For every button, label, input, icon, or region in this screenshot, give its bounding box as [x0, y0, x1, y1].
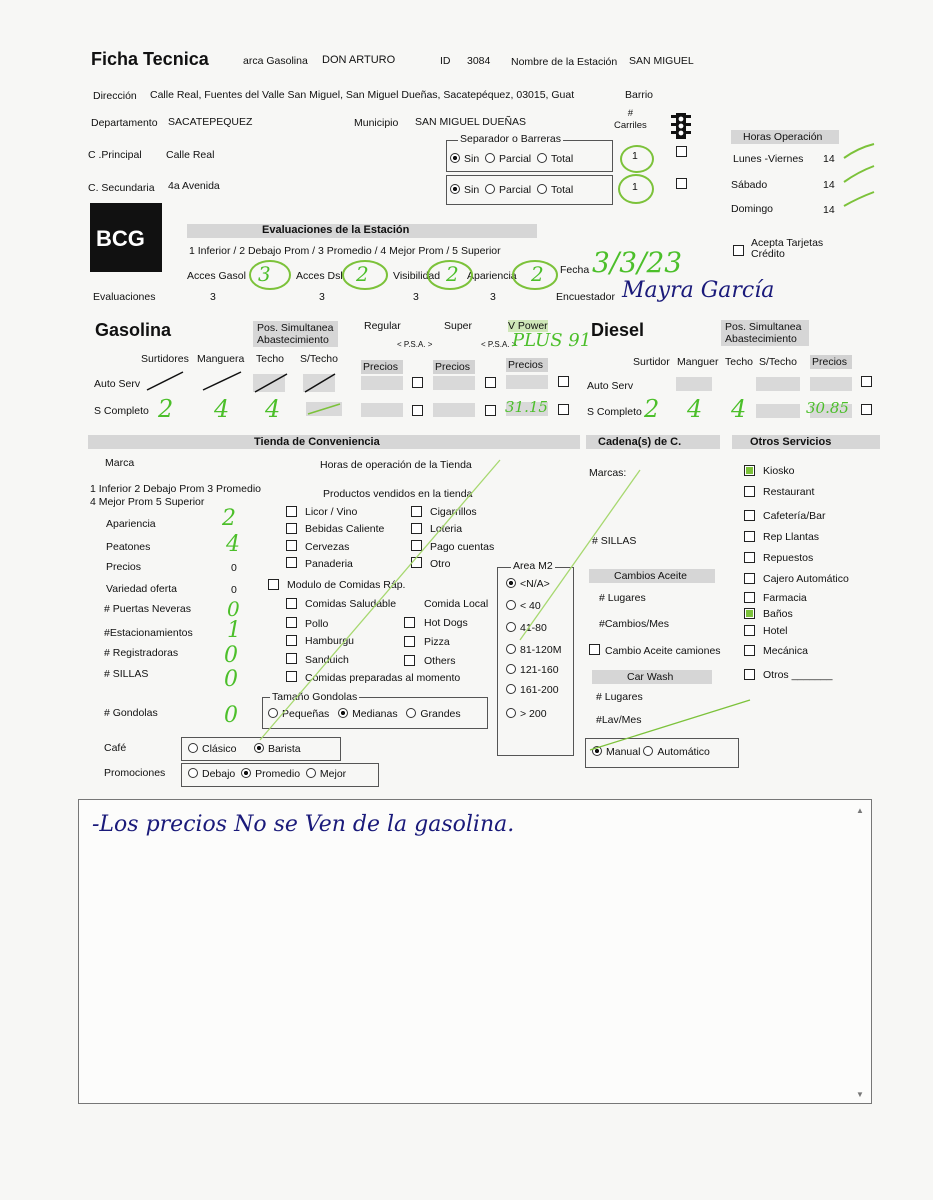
dept-value: SACATEPEQUEZ	[168, 116, 253, 128]
grandes-label: Grandes	[420, 708, 461, 720]
auto-regular-price[interactable]	[361, 376, 403, 390]
cadena-title: Cadena(s) de C.	[598, 436, 682, 448]
total-label: Total	[550, 153, 574, 165]
address-label: Dirección	[93, 90, 137, 102]
store-row-apariencia-value: 2	[222, 506, 236, 531]
acepta-tarjetas-checkbox[interactable]	[733, 245, 744, 256]
eval-visibilidad-label: Visibilidad	[393, 270, 441, 282]
area-opt-40-label: < 40	[520, 600, 541, 612]
preparadas-label: Comidas preparadas al momento	[305, 672, 461, 684]
address-value: Calle Real, Fuentes del Valle San Miguel, San Miguel Dueñas, Sacatepéquez, 03015, Guat	[150, 89, 575, 101]
radio-sin-2[interactable]	[450, 184, 460, 194]
pequenas-label: Pequeñas	[282, 708, 330, 720]
psa-label-1: < P.S.A. >	[397, 340, 433, 349]
fecha-value: 3/3/23	[592, 246, 683, 279]
cadena-sillas-label: # SILLAS	[592, 535, 637, 547]
sc-super-price[interactable]	[433, 403, 475, 417]
s-completo-label: S Completo	[94, 405, 149, 417]
dsl-col-manguer: Manguer	[677, 356, 719, 368]
parcial-label: Parcial	[499, 153, 532, 165]
dsl-sc-surtidor: 2	[644, 395, 660, 423]
tienda-title: Tienda de Conveniencia	[254, 436, 380, 448]
cambios-mes-label: #Cambios/Mes	[599, 618, 670, 630]
eval-printed-3: 3	[413, 291, 419, 303]
dsl-col-stecho: S/Techo	[759, 356, 797, 368]
store-row-registradoras-value: 0	[224, 643, 238, 668]
lav-mes-label: #Lav/Mes	[596, 714, 642, 726]
marca-label: Marca	[105, 457, 135, 469]
carriles-label: # Carriles	[614, 108, 647, 131]
food-hotdogs-label: Hot Dogs	[424, 617, 468, 629]
sc-vpower-price: 31.15	[505, 398, 548, 416]
modulo-label: Modulo de Comidas Ráp.	[287, 579, 406, 591]
mejor-label: Mejor	[319, 768, 347, 780]
tamano-label: Tamaño Gondolas	[272, 691, 358, 703]
auto-regular-check[interactable]	[412, 377, 423, 388]
csecundaria-value: 4a Avenida	[168, 180, 220, 192]
store-row-variedad-value: 0	[231, 584, 237, 596]
station-label: Nombre de la Estación	[511, 56, 618, 68]
hours-value-sunday: 14	[823, 204, 835, 216]
dsl-sc-stecho[interactable]	[756, 404, 800, 418]
comida-local-label: Comida Local	[424, 598, 489, 610]
gas-sc-manguera: 4	[214, 395, 230, 423]
eval-printed-4: 3	[490, 291, 496, 303]
carriles-check-2[interactable]	[676, 178, 687, 189]
medianas-label: Medianas	[352, 708, 398, 720]
auto-serv-label: Auto Serv	[94, 378, 141, 390]
encuestador-value: Mayra García	[622, 278, 775, 303]
store-row-peatones-label: Peatones	[106, 541, 151, 553]
eval-acces-dsl-label: Acces Dsl	[296, 270, 343, 282]
separador-radios-1[interactable]	[450, 153, 573, 165]
area-opt-161-200-label: 161-200	[520, 684, 559, 696]
fecha-label: Fecha	[560, 264, 590, 276]
radio-debajo[interactable]	[188, 768, 198, 778]
eval-printed-2: 3	[319, 291, 325, 303]
dsl-col-surtidor: Surtidor	[633, 356, 670, 368]
radio-sin-1[interactable]	[450, 153, 460, 163]
area-opt-81-120-label: 81-120M	[520, 644, 562, 656]
store-row-peatones-value: 4	[226, 532, 240, 557]
bcg-logo-text: BCG	[96, 226, 145, 251]
carwash-title: Car Wash	[627, 671, 674, 683]
area-opt-121-160-label: 121-160	[520, 664, 559, 676]
eval-apariencia-label: Apariencia	[467, 270, 517, 282]
sc-regular-check[interactable]	[412, 405, 423, 416]
otros-banos-label: Baños	[763, 608, 793, 620]
otros-cajero-label: Cajero Automático	[763, 573, 849, 585]
cambios-title: Cambios Aceite	[614, 570, 687, 582]
sin-label: Sin	[464, 153, 480, 165]
form-title: Ficha Tecnica	[91, 49, 209, 69]
eval-acces-gasol-hand: 3	[258, 262, 271, 286]
store-row-registradoras-label: # Registradoras	[104, 647, 179, 659]
dsl-precios-label: Precios	[812, 356, 848, 368]
precios-label-3: Precios	[508, 359, 544, 371]
id-label: ID	[440, 55, 451, 67]
pos-sim-label: Pos. Simultanea Abastecimiento	[257, 322, 334, 346]
store-row-precios-value: 0	[231, 562, 237, 574]
store-row-estacionamientos-label: #Estacionamientos	[104, 627, 193, 639]
hours-title: Horas Operación	[743, 131, 823, 143]
otros-cafeteria-label: Cafetería/Bar	[763, 510, 826, 522]
cambios-lugares-label: # Lugares	[599, 592, 646, 604]
auto-super-check[interactable]	[485, 377, 496, 388]
vpower-label: V Power	[508, 320, 548, 332]
dsl-auto-check[interactable]	[861, 376, 872, 387]
dsl-sc-price: 30.85	[806, 399, 849, 417]
otros-llantas-label: Rep Llantas	[763, 531, 820, 543]
eval-circles	[245, 258, 560, 293]
muni-value: SAN MIGUEL DUEÑAS	[415, 116, 527, 128]
store-row-variedad-label: Variedad oferta	[106, 583, 178, 595]
prod-cervezas-label: Cervezas	[305, 541, 350, 553]
carriles-value-1: 1	[632, 150, 638, 162]
notes-text: -Los precios No se Ven de la gasolina.	[92, 812, 515, 837]
food-saludable-label: Comidas Saludable	[305, 598, 397, 610]
prod-loteria-label: Loteria	[430, 523, 463, 535]
area-opt-na-label: <N/A>	[520, 578, 550, 590]
acepta-tarjetas-label: Acepta Tarjetas Crédito	[751, 237, 824, 260]
debajo-label: Debajo	[202, 768, 236, 780]
separador-radios-2[interactable]	[450, 184, 573, 196]
evaluations-scale: 1 Inferior / 2 Debajo Prom / 3 Promedio / 4 Mejor Prom / 5 Superior	[189, 245, 501, 257]
auto-super-price[interactable]	[433, 376, 475, 390]
dsl-sc-manguer: 4	[687, 395, 703, 423]
auto-vpower-price[interactable]	[506, 375, 548, 389]
radio-total-1[interactable]	[537, 153, 547, 163]
dsl-auto-price[interactable]	[810, 377, 852, 391]
dsl-auto-serv-label: Auto Serv	[587, 380, 634, 392]
total-label-2: Total	[550, 184, 574, 196]
prod-bebidas-label: Bebidas Caliente	[305, 523, 385, 535]
otros-hotel-label: Hotel	[763, 625, 788, 637]
barista-label: Barista	[267, 743, 301, 755]
food-others-label: Others	[424, 655, 456, 667]
store-row-puertas-value: 0	[227, 597, 240, 621]
store-row-gondolas-label: # Gondolas	[104, 707, 158, 719]
carwash-lugares-label: # Lugares	[596, 691, 643, 703]
muni-label: Municipio	[354, 117, 399, 129]
sin-label-2: Sin	[464, 184, 480, 196]
eval-acces-dsl-hand: 2	[356, 262, 369, 286]
store-scale-2: 4 Mejor Prom 5 Superior	[90, 496, 205, 508]
auto-serv-strokes	[145, 368, 345, 398]
super-label: Super	[444, 320, 473, 332]
hours-label-sunday: Domingo	[731, 203, 774, 215]
store-row-puertas-label: # Puertas Neveras	[104, 603, 191, 615]
prod-pago-label: Pago cuentas	[430, 541, 495, 553]
automatico-label: Automático	[657, 746, 710, 758]
radio-parcial-2[interactable]	[485, 184, 495, 194]
otros-farmacia-label: Farmacia	[763, 592, 807, 604]
traffic-light-icon	[670, 111, 692, 141]
store-row-sillas-label: # SILLAS	[104, 668, 149, 680]
gas-sc-surtidores: 2	[158, 395, 174, 423]
store-row-sillas-value: 0	[224, 667, 238, 692]
store-row-precios-label: Precios	[106, 561, 142, 573]
cprincipal-label: C .Principal	[88, 149, 142, 161]
marcas-label: Marcas:	[589, 467, 627, 479]
dept-label: Departamento	[91, 117, 158, 129]
prod-cigarrillos-label: Cigarrillos	[430, 506, 477, 518]
dsl-col-techo: Techo	[725, 356, 754, 368]
sc-super-check[interactable]	[485, 405, 496, 416]
notes-scroll-down-icon[interactable]: ▼	[856, 1090, 864, 1099]
promedio-label: Promedio	[255, 768, 301, 780]
notes-scroll-up-icon[interactable]: ▲	[856, 806, 864, 815]
radio-total-2[interactable]	[537, 184, 547, 194]
food-sanduich-label: Sanduich	[305, 654, 349, 666]
strike-strokes	[240, 440, 780, 770]
auto-vpower-check[interactable]	[558, 376, 569, 387]
gas-col-surtidores: Surtidores	[141, 353, 189, 365]
sc-regular-price[interactable]	[361, 403, 403, 417]
food-hamburgu-label: Hamburgu	[305, 635, 355, 647]
food-pizza-label: Pizza	[424, 636, 450, 648]
eval-acces-gasol-label: Acces Gasol	[187, 270, 246, 282]
cprincipal-value: Calle Real	[166, 149, 215, 161]
regular-label: Regular	[364, 320, 401, 332]
area-opt-200-label: > 200	[520, 708, 547, 720]
cafe-label: Café	[104, 742, 127, 754]
otros-restaurant-label: Restaurant	[763, 486, 815, 498]
csecundaria-label: C. Secundaria	[88, 182, 155, 194]
gas-sc-stecho-stroke	[306, 400, 344, 418]
hours-label-saturday: Sábado	[731, 179, 768, 191]
parcial-label-2: Parcial	[499, 184, 532, 196]
otros-repuestos-label: Repuestos	[763, 552, 814, 564]
precios-label-1: Precios	[363, 361, 399, 373]
radio-clasico[interactable]	[188, 743, 198, 753]
eval-visibilidad-hand: 2	[446, 262, 459, 286]
carriles-value-2: 1	[632, 181, 638, 193]
gas-col-stecho: S/Techo	[300, 353, 338, 365]
separador-label: Separador o Barreras	[460, 133, 561, 145]
clasico-label: Clásico	[202, 743, 237, 755]
dsl-auto-manguer[interactable]	[676, 377, 712, 391]
hours-value-saturday: 14	[823, 179, 835, 191]
id-value: 3084	[467, 55, 491, 67]
barrio-label: Barrio	[625, 89, 654, 101]
prod-otro-label: Otro	[430, 558, 451, 570]
radio-parcial-1[interactable]	[485, 153, 495, 163]
brand-label: arca Gasolina	[243, 55, 308, 67]
gas-col-manguera: Manguera	[197, 353, 245, 365]
otros-kiosko-label: Kiosko	[763, 465, 795, 477]
hours-label-weekday: Lunes -Viernes	[733, 153, 804, 165]
area-opt-41-80-label: 41-80	[520, 622, 547, 634]
dsl-sc-check[interactable]	[861, 404, 872, 415]
store-row-estacionamientos-value: 1	[227, 618, 241, 643]
prod-licor-label: Licor / Vino	[305, 506, 358, 518]
manual-label: Manual	[606, 746, 641, 758]
otros-title: Otros Servicios	[750, 436, 832, 448]
evaluations-title: Evaluaciones de la Estación	[262, 224, 410, 236]
gas-col-techo: Techo	[256, 353, 285, 365]
brand-value: DON ARTURO	[322, 54, 396, 66]
store-row-gondolas-value: 0	[224, 703, 238, 728]
hours-value-weekday: 14	[823, 153, 835, 165]
store-row-apariencia-label: Apariencia	[106, 518, 156, 530]
dsl-auto-stecho[interactable]	[756, 377, 800, 391]
gas-sc-techo: 4	[265, 395, 281, 423]
station-value: SAN MIGUEL	[629, 55, 694, 67]
prod-panaderia-label: Panaderia	[305, 558, 353, 570]
productos-label: Productos vendidos en la tienda	[323, 488, 473, 500]
gasolina-title: Gasolina	[95, 320, 172, 340]
plus-91-note: PLUS 91	[512, 330, 592, 351]
area-title: Area M2	[513, 560, 553, 572]
food-pollo-label: Pollo	[305, 618, 329, 630]
horas-tienda-label: Horas de operación de la Tienda	[320, 459, 472, 471]
otros-mecanica-label: Mecánica	[763, 645, 808, 657]
otros-otros-label: Otros _______	[763, 669, 833, 681]
hours-check-marks	[840, 140, 880, 220]
camiones-label: Cambio Aceite camiones	[605, 645, 721, 657]
notes-textarea[interactable]	[78, 799, 872, 1104]
diesel-pos-sim-label: Pos. Simultanea Abastecimiento	[725, 321, 802, 345]
sc-vpower-check[interactable]	[558, 404, 569, 415]
psa-label-2: < P.S.A. >	[481, 340, 517, 349]
carriles-check-1[interactable]	[676, 146, 687, 157]
eval-apariencia-hand: 2	[531, 262, 544, 286]
dsl-s-completo-label: S Completo	[587, 406, 642, 418]
diesel-title: Diesel	[591, 320, 645, 340]
eval-printed-1: 3	[210, 291, 216, 303]
store-scale-1: 1 Inferior 2 Debajo Prom 3 Promedio	[90, 483, 261, 495]
promociones-label: Promociones	[104, 767, 166, 779]
dsl-sc-techo: 4	[731, 395, 747, 423]
evaluations-label: Evaluaciones	[93, 291, 156, 303]
precios-label-2: Precios	[435, 361, 471, 373]
encuestador-label: Encuestador	[556, 291, 615, 303]
